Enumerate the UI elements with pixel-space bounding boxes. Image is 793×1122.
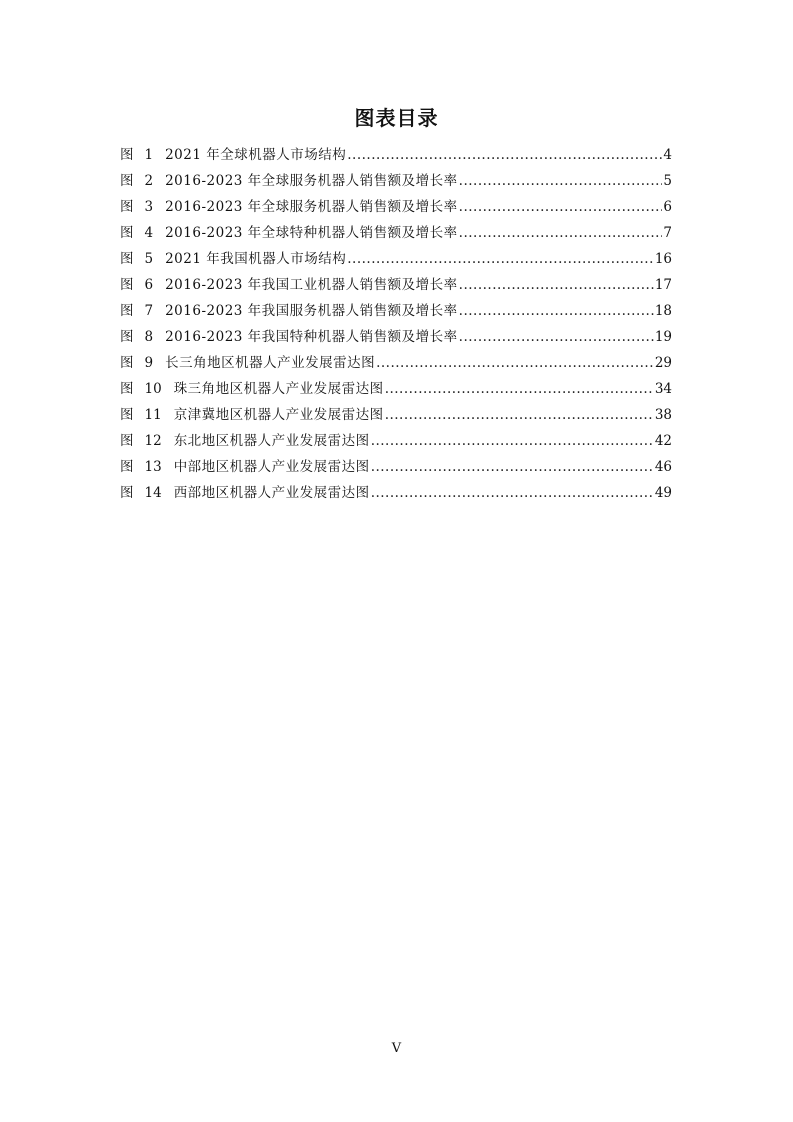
figure-number: 4: [144, 225, 154, 241]
dot-leader: [347, 246, 654, 272]
figure-label: 图: [120, 303, 135, 319]
figure-page-number: 5: [663, 173, 672, 189]
toc-title: 图表目录: [354, 106, 439, 130]
dot-leader: [371, 454, 654, 480]
figure-title: 2016-2023 年全球特种机器人销售额及增长率: [165, 225, 458, 241]
figure-page-number: 42: [654, 433, 672, 449]
figure-label: 图: [120, 381, 135, 397]
figure-number: 9: [144, 355, 154, 371]
figure-number: 3: [144, 199, 154, 215]
figure-title: 2016-2023 年我国特种机器人销售额及增长率: [165, 329, 458, 345]
figure-page-number: 7: [663, 225, 672, 241]
figure-label: 图: [120, 251, 135, 267]
figure-number: 8: [144, 329, 154, 345]
toc-entry[interactable]: [120, 350, 672, 376]
figure-label: 图: [120, 407, 135, 423]
figure-page-number: 34: [654, 381, 672, 397]
toc-entry[interactable]: [120, 194, 672, 220]
figure-number: 13: [144, 459, 162, 475]
toc-entry[interactable]: [120, 480, 672, 506]
toc-entry[interactable]: [120, 298, 672, 324]
figure-title: 京津冀地区机器人产业发展雷达图: [173, 407, 384, 423]
toc-list: [120, 142, 672, 506]
toc-entry[interactable]: [120, 324, 672, 350]
figure-title: 2016-2023 年全球服务机器人销售额及增长率: [165, 173, 458, 189]
figure-page-number: 46: [654, 459, 672, 475]
dot-leader: [371, 428, 654, 454]
toc-entry[interactable]: [120, 402, 672, 428]
figure-title: 2021 年我国机器人市场结构: [165, 251, 347, 267]
toc-entry[interactable]: [120, 272, 672, 298]
figure-number: 7: [144, 303, 154, 319]
dot-leader: [385, 402, 654, 428]
figure-number: 1: [144, 147, 154, 163]
toc-entry[interactable]: [120, 142, 672, 168]
figure-number: 12: [144, 433, 162, 449]
toc-entry[interactable]: [120, 246, 672, 272]
figure-page-number: 29: [654, 355, 672, 371]
figure-label: 图: [120, 147, 135, 163]
toc-entry[interactable]: [120, 220, 672, 246]
dot-leader: [459, 220, 663, 246]
figure-page-number: 49: [654, 485, 672, 501]
figure-title: 2016-2023 年我国服务机器人销售额及增长率: [165, 303, 458, 319]
dot-leader: [385, 376, 654, 402]
dot-leader: [376, 350, 654, 376]
dot-leader: [459, 168, 663, 194]
toc-entry[interactable]: [120, 376, 672, 402]
figure-title: 2021 年全球机器人市场结构: [165, 147, 347, 163]
figure-page-number: 16: [654, 251, 672, 267]
toc-entry[interactable]: [120, 454, 672, 480]
toc-entry[interactable]: [120, 168, 672, 194]
page-number: V: [391, 1041, 402, 1056]
figure-label: 图: [120, 329, 135, 345]
figure-page-number: 18: [654, 303, 672, 319]
figure-title: 长三角地区机器人产业发展雷达图: [165, 355, 376, 371]
figure-title: 西部地区机器人产业发展雷达图: [173, 485, 370, 501]
figure-number: 11: [144, 407, 162, 423]
figure-number: 5: [144, 251, 154, 267]
figure-number: 2: [144, 173, 154, 189]
figure-number: 10: [144, 381, 162, 397]
figure-label: 图: [120, 277, 135, 293]
dot-leader: [459, 194, 663, 220]
figure-number: 6: [144, 277, 154, 293]
dot-leader: [371, 480, 654, 506]
figure-page-number: 4: [663, 147, 672, 163]
figure-title: 2016-2023 年全球服务机器人销售额及增长率: [165, 199, 458, 215]
figure-label: 图: [120, 459, 135, 475]
dot-leader: [347, 142, 662, 168]
figure-label: 图: [120, 173, 135, 189]
figure-label: 图: [120, 355, 135, 371]
figure-label: 图: [120, 199, 135, 215]
figure-title: 东北地区机器人产业发展雷达图: [173, 433, 370, 449]
toc-entry[interactable]: [120, 428, 672, 454]
figure-page-number: 19: [654, 329, 672, 345]
figure-label: 图: [120, 433, 135, 449]
figure-number: 14: [144, 485, 162, 501]
figure-page-number: 17: [654, 277, 672, 293]
dot-leader: [459, 298, 654, 324]
figure-title: 珠三角地区机器人产业发展雷达图: [173, 381, 384, 397]
figure-page-number: 38: [654, 407, 672, 423]
figure-title: 2016-2023 年我国工业机器人销售额及增长率: [165, 277, 458, 293]
figure-label: 图: [120, 485, 135, 501]
figure-label: 图: [120, 225, 135, 241]
dot-leader: [459, 324, 654, 350]
dot-leader: [459, 272, 654, 298]
figure-title: 中部地区机器人产业发展雷达图: [173, 459, 370, 475]
figure-page-number: 6: [663, 199, 672, 215]
